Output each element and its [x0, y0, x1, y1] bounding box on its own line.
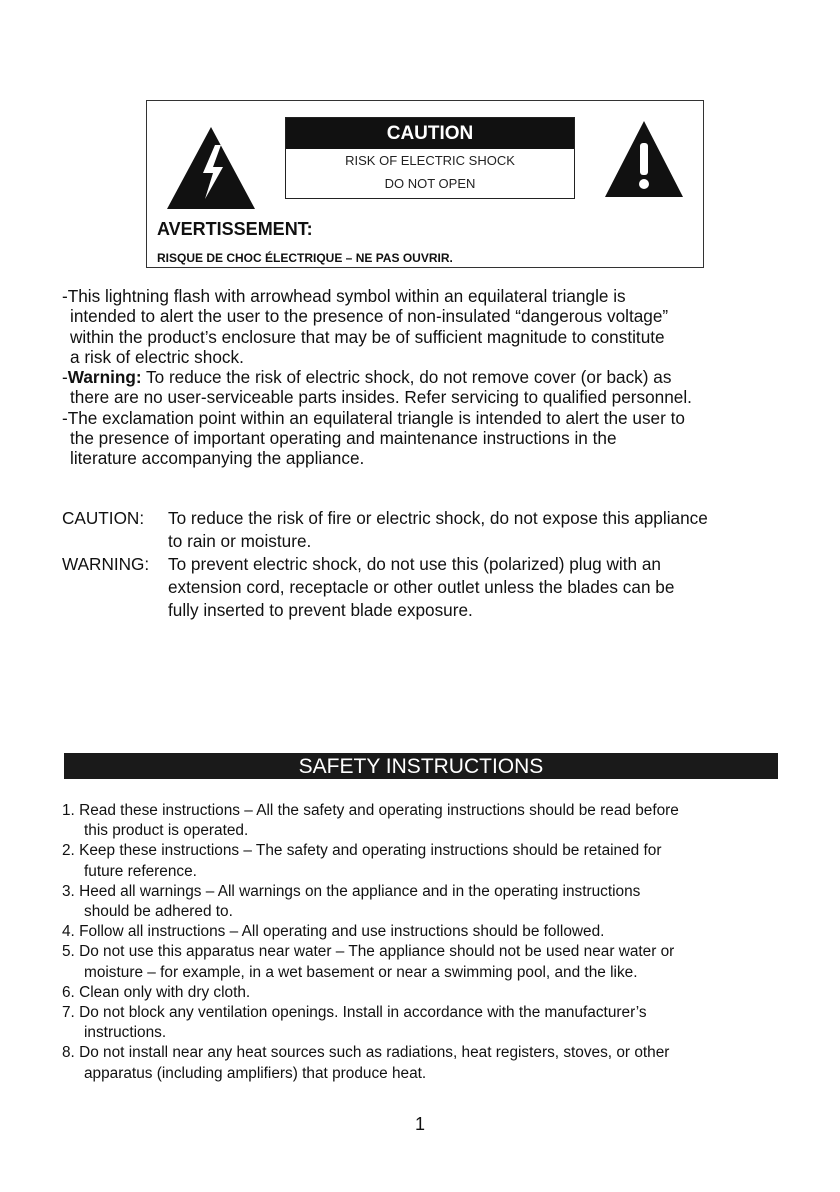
warning-note [62, 553, 832, 576]
text-line: there are no user-serviceable parts insides. Refer servicing to qualified personnel. [70, 387, 692, 408]
caution-note [62, 507, 832, 530]
list-item-cont: apparatus (including amplifiers) that produce heat. [84, 1064, 427, 1082]
lightning-triangle-icon [165, 123, 257, 211]
avertissement-title: AVERTISSEMENT: [157, 219, 313, 239]
list-item-cont: instructions. [84, 1024, 167, 1042]
warning-bold-label: Warning: [67, 367, 142, 388]
warning-note-cont: extension cord, receptacle or other outlet unless the blades can be [168, 577, 675, 597]
caution-box [146, 100, 704, 268]
warning-note-label: WARNING: [62, 554, 150, 574]
caution-note-text: To reduce the risk of fire or electric shock, do not expose this appliance [168, 508, 708, 528]
list-item: 1. Read these instructions – All the safety and operating instructions should be read before [62, 802, 679, 819]
caution-label-line1: RISK OF ELECTRIC SHOCK [345, 153, 515, 168]
list-item: 4. Follow all instructions – All operating and use instructions should be followed. [62, 923, 605, 941]
warning-text: To reduce the risk of electric shock, do not remove cover (or back) as [141, 367, 672, 388]
list-item: 3. Heed all warnings – All warnings on the appliance and in the operating instructions [62, 882, 641, 900]
list-item: 7. Do not block any ventilation openings. Install in accordance with the manufacturer’s [62, 1004, 647, 1022]
notes-section [62, 507, 832, 622]
text-line: a risk of electric shock. [70, 346, 244, 367]
safety-list [62, 801, 830, 1084]
warning-line [62, 367, 822, 387]
warning-note-cont: fully inserted to prevent blade exposure. [168, 600, 473, 620]
safety-instructions-heading: SAFETY INSTRUCTIONS [64, 753, 778, 779]
caution-label [285, 117, 575, 199]
caution-note-label: CAUTION: [62, 508, 145, 528]
text-line: literature accompanying the appliance. [70, 448, 365, 469]
list-item: 2. Keep these instructions – The safety and operating instructions should be retained for [62, 842, 662, 860]
dash: - [62, 367, 68, 388]
text-line: the presence of important operating and maintenance instructions in the [70, 428, 617, 449]
avertissement-text: RISQUE DE CHOC ÉLECTRIQUE – NE PAS OUVRIR. [157, 251, 453, 265]
text-line: intended to alert the user to the presence of non-insulated “dangerous voltage” [70, 306, 669, 327]
lightning-paragraph [62, 286, 822, 469]
text-line: -This lightning flash with arrowhead symbol within an equilateral triangle is [62, 286, 626, 306]
list-item-cont: this product is operated. [84, 822, 249, 840]
exclamation-triangle-icon [603, 117, 685, 199]
list-item-cont: should be adhered to. [84, 903, 233, 921]
text-line: -The exclamation point within an equilateral triangle is intended to alert the user to [62, 407, 685, 428]
text-line: within the product’s enclosure that may be of sufficient magnitude to constitute [70, 326, 665, 347]
warning-note-text: To prevent electric shock, do not use this (polarized) plug with an [168, 554, 661, 574]
list-item: 6. Clean only with dry cloth. [62, 983, 251, 1001]
caution-label-title: CAUTION [286, 118, 574, 149]
caution-label-line2: DO NOT OPEN [384, 176, 476, 191]
list-item-cont: future reference. [84, 862, 197, 880]
list-item: 5. Do not use this apparatus near water – The appliance should not be used near water or [62, 943, 675, 961]
caution-note-cont: to rain or moisture. [168, 531, 312, 551]
list-item-cont: moisture – for example, in a wet basement or near a swimming pool, and the like. [84, 963, 638, 981]
list-item: 8. Do not install near any heat sources such as radiations, heat registers, stoves, or other [62, 1044, 670, 1062]
page-number: 1 [414, 1114, 425, 1134]
